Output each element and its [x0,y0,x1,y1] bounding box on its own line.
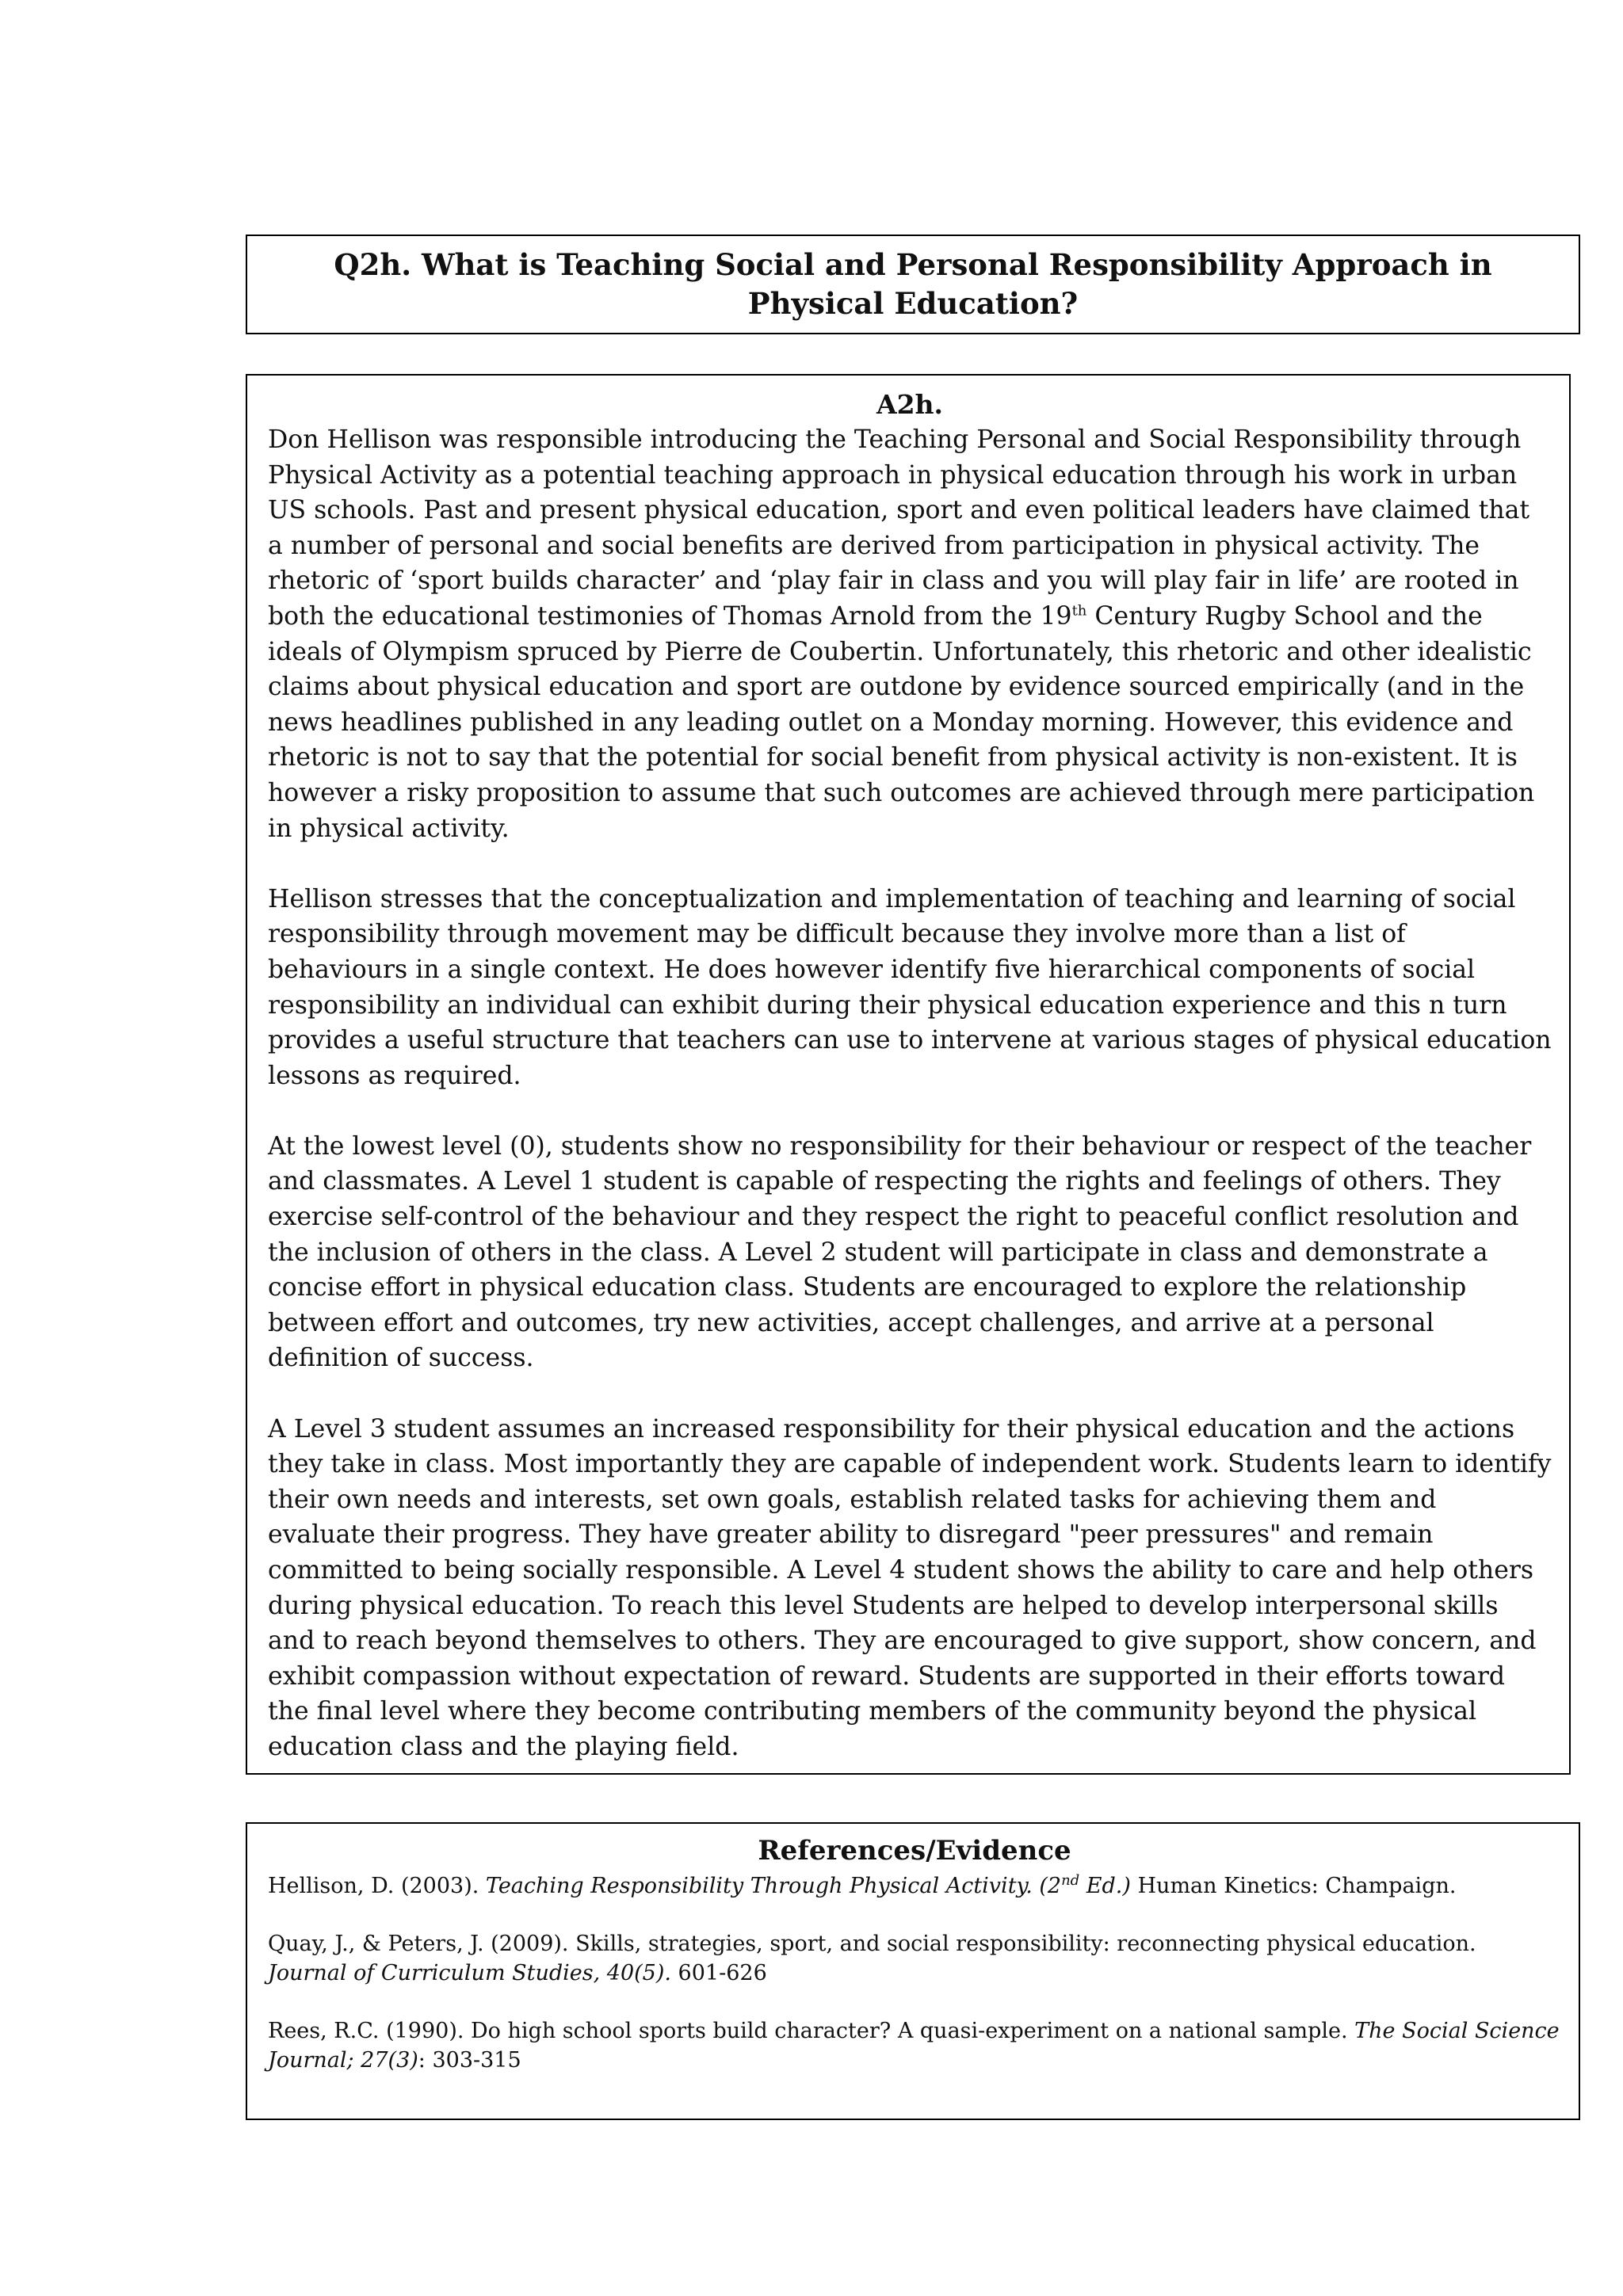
reference-pages: : 303-315 [418,2048,521,2073]
answer-paragraph-2: Hellison stresses that the conceptualization and implementation of teaching and learning of social responsibility through movement may be difficult because they involve more than a list of behaviours in a single context. He does however identify five hierarchical components of social responsibility an individual can exhibit during their physical education experience and this n turn provides a useful structure that teachers can use to intervene at various stages of physical education lessons as required. [268,884,1552,1090]
answer-paragraph-1-part2: Century Rugby School and the ideals of Olympism spruced by Pierre de Coubertin. Unfortunately, this rhetoric and other idealistic claims about physical education and sport are outdone by evidence sourced empirically (and in the news headlines published in any leading outlet on a Monday morning. However, this evidence and rhetoric is not to say that the potential for social benefit from physical activity is non-existent. It is however a risky proposition to assume that such outcomes are achieved through mere participation in physical activity. [268,601,1535,843]
reference-journal: The Social Science Journal; 27(3) [268,2019,1560,2073]
reference-citation: Rees, R.C. (1990). Do high school sports build character? A quasi-experiment on a national sample. [268,2019,1355,2043]
reference-publisher: Human Kinetics: Champaign. [1130,1874,1457,1898]
answer-heading: A2h. [876,389,944,420]
reference-title: Teaching Responsibility Through Physical Activity. (2 [485,1874,1062,1898]
question-box [246,235,1580,334]
reference-edition: Ed.) [1079,1874,1131,1898]
references-heading: References/Evidence [758,1835,1071,1867]
question-title: Q2h. What is Teaching Social and Personal Responsibility Approach in Physical Education? [334,247,1492,321]
reference-item-hellison [268,1871,1561,1901]
reference-pages: 601-626 [670,1961,767,1985]
reference-journal: Journal of Curriculum Studies, 40(5). [268,1961,671,1985]
century-superscript: th [1071,602,1087,620]
reference-item-rees [268,2016,1561,2075]
answer-paragraph-1-part1: Don Hellison was responsible introducing the Teaching Personal and Social Responsibility through Physical Activity as a potential teaching approach in physical education through his work in urban US schools. Past and present physical education, sport and even political leaders have claimed that a number of personal and social benefits are derived from participation in physical activity. The rhetoric of ‘sport builds character’ and ‘play fair in class and you will play fair in life’ are rooted in both the educational testimonies of Thomas Arnold from the 19 [268,425,1530,631]
answer-paragraph-1 [268,422,1552,846]
answer-paragraph-4: A Level 3 student assumes an increased responsibility for their physical education and the actions they take in class. Most importantly they are capable of independent work. Students learn to identify their own needs and interests, set own goals, establish related tasks for achieving them and evaluate their progress. They have greater ability to disregard "peer pressures" and remain committed to being socially responsible. A Level 4 student shows the ability to care and help others during physical education. To reach this level Students are helped to develop interpersonal skills and to reach beyond themselves to others. They are encouraged to give support, show concern, and exhibit compassion without expectation of reward. Students are supported in their efforts toward the final level where they become contributing members of the community beyond the physical education class and the playing field. [268,1414,1552,1761]
answer-box [246,374,1571,1775]
edition-superscript: nd [1061,1872,1080,1889]
reference-authors: Hellison, D. (2003). [268,1874,486,1898]
references-box [246,1822,1580,2120]
reference-citation: Quay, J., & Peters, J. (2009). Skills, strategies, sport, and social responsibility: reconnecting physical education. [268,1932,1476,1956]
answer-paragraph-3: At the lowest level (0), students show no responsibility for their behaviour or respect of the teacher and classmates. A Level 1 student is capable of respecting the rights and feelings of others. They exercise self-control of the behaviour and they respect the right to peaceful conflict resolution and the inclusion of others in the class. A Level 2 student will participate in class and demonstrate a concise effort in physical education class. Students are encouraged to explore the relationship between effort and outcomes, try new activities, accept challenges, and arrive at a personal definition of success. [268,1131,1532,1373]
reference-item-quay [268,1929,1561,1988]
